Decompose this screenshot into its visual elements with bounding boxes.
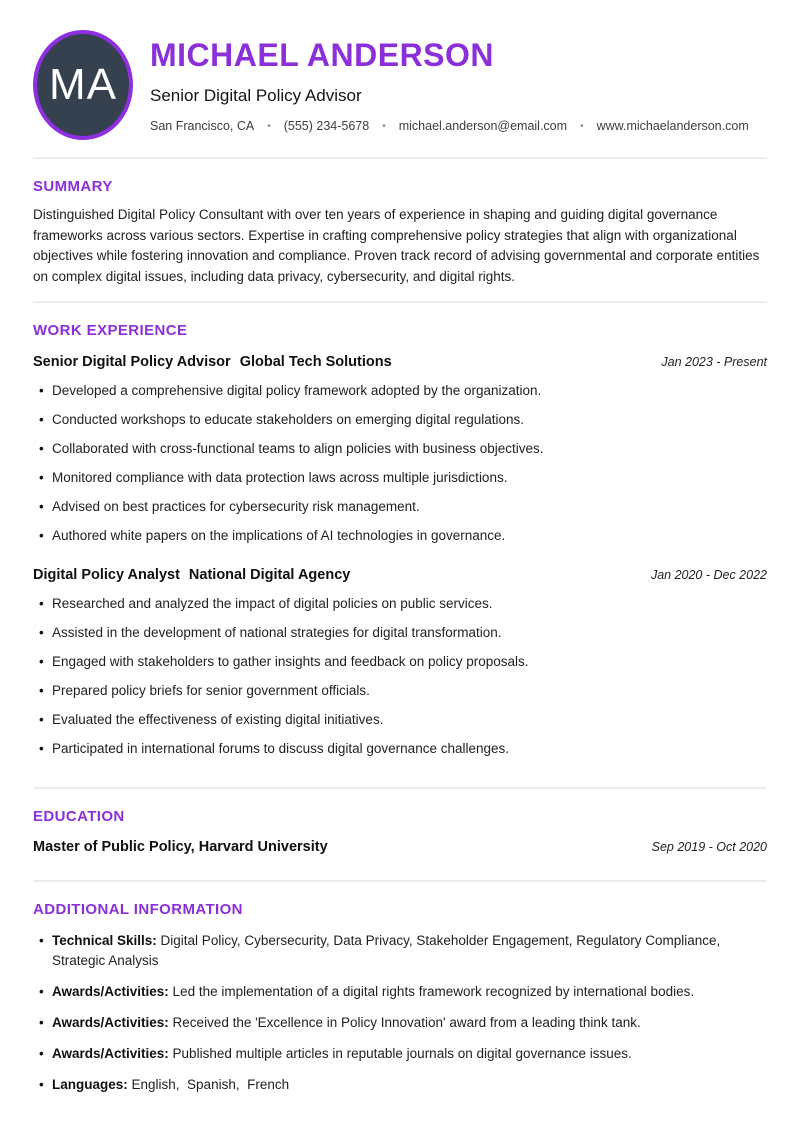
section-work-experience: [33, 303, 767, 759]
avatar: [33, 30, 133, 140]
item-label: Awards/Activities:: [52, 983, 169, 999]
header-info: [150, 30, 749, 140]
additional-information-heading: ADDITIONAL INFORMATION: [33, 901, 243, 918]
item-text: English, Spanish, French: [127, 1076, 290, 1092]
date-range: Jan 2023 - Present: [661, 355, 767, 369]
additional-item: [33, 1075, 767, 1095]
date-range: Jan 2020 - Dec 2022: [650, 568, 767, 582]
bullet-item: • Evaluated the effectiveness of existing digital initiatives.: [33, 710, 767, 730]
job-title: Digital Policy Analyst: [33, 567, 180, 583]
page-title: MICHAEL ANDERSON: [150, 37, 495, 73]
headline: Senior Digital Policy Advisor: [150, 86, 362, 105]
bullet-item: • Monitored compliance with data protection laws across multiple jurisdictions.: [33, 468, 767, 488]
additional-item: [33, 931, 767, 970]
bullet-item: • Developed a comprehensive digital policy framework adopted by the organization.: [33, 381, 767, 401]
additional-item: [33, 1044, 767, 1064]
bullet-item: • Assisted in the development of national strategies for digital transformation.: [33, 623, 767, 643]
bullet-item: • Engaged with stakeholders to gather insights and feedback on policy proposals.: [33, 652, 767, 672]
job-header: [33, 567, 767, 583]
contact-website: www.michaelanderson.com: [596, 119, 749, 133]
contact-email: michael.anderson@email.com: [398, 119, 568, 133]
item-text: Published multiple articles in reputable journals on digital governance issues.: [168, 1045, 632, 1061]
dot-separator: •: [267, 120, 271, 132]
summary-heading: SUMMARY: [33, 178, 113, 195]
date-range: Sep 2019 - Oct 2020: [651, 840, 767, 854]
job-entry: [33, 567, 767, 759]
bullet-item: • Conducted workshops to educate stakeholders on emerging digital regulations.: [33, 410, 767, 430]
item-text: Led the implementation of a digital rights framework recognized by international bodies.: [168, 983, 695, 999]
job-title-row: [33, 354, 392, 370]
job-entry: [33, 354, 767, 546]
job-title: Senior Digital Policy Advisor: [33, 354, 231, 370]
item-label: Awards/Activities:: [52, 1014, 169, 1030]
contact-location: San Francisco, CA: [150, 119, 255, 133]
item-label: Technical Skills:: [52, 933, 157, 948]
section-additional-information: [33, 882, 767, 1094]
job-bullet-list: [33, 381, 767, 546]
bullet-item: • Participated in international forums to discuss digital governance challenges.: [33, 739, 767, 759]
education-heading: EDUCATION: [33, 808, 125, 825]
education-entry-header: [33, 839, 767, 855]
job-title-row: [33, 567, 350, 583]
bullet-item: • Researched and analyzed the impact of digital policies on public services.: [33, 594, 767, 614]
work-experience-heading: WORK EXPERIENCE: [33, 322, 188, 339]
item-text: Received the 'Excellence in Policy Innovation' award from a leading think tank.: [168, 1014, 641, 1030]
degree: Master of Public Policy, Harvard University: [33, 839, 328, 855]
additional-item: [33, 1013, 767, 1033]
bullet-item: • Authored white papers on the implications of AI technologies in governance.: [33, 526, 767, 546]
job-header: [33, 354, 767, 370]
resume-header: [33, 0, 767, 140]
contact-row: [150, 119, 749, 133]
item-label: Awards/Activities:: [52, 1045, 169, 1061]
company-name: National Digital Agency: [188, 567, 351, 583]
section-education: [33, 789, 767, 855]
item-text: Digital Policy, Cybersecurity, Data Privacy, Stakeholder Engagement, Regulatory Compliance, Strategic Analysis: [52, 933, 725, 968]
bullet-item: • Prepared policy briefs for senior government officials.: [33, 681, 767, 701]
contact-phone: (555) 234-5678: [283, 119, 370, 133]
item-label: Languages:: [52, 1076, 128, 1092]
dot-separator: •: [580, 120, 584, 132]
job-bullet-list: [33, 594, 767, 759]
dot-separator: •: [382, 120, 386, 132]
company-name: Global Tech Solutions: [239, 354, 392, 370]
avatar-initials: MA: [49, 60, 117, 109]
bullet-item: • Advised on best practices for cybersecurity risk management.: [33, 497, 767, 517]
summary-text: Distinguished Digital Policy Consultant with over ten years of experience in shaping and guiding digital governance frameworks across various sectors. Expertise in crafting comprehensive policy strategies that align with organizational objectives while fostering innovation and compliance. Proven track record of advising governmental and corporate entities on complex digital issues, including data privacy, cybersecurity, and digital rights.: [33, 207, 760, 284]
education-entry: [33, 839, 767, 855]
bullet-item: • Collaborated with cross-functional teams to align policies with business objectives.: [33, 439, 767, 459]
additional-list: [33, 931, 767, 1094]
additional-item: [33, 982, 767, 1002]
section-summary: [33, 159, 767, 287]
